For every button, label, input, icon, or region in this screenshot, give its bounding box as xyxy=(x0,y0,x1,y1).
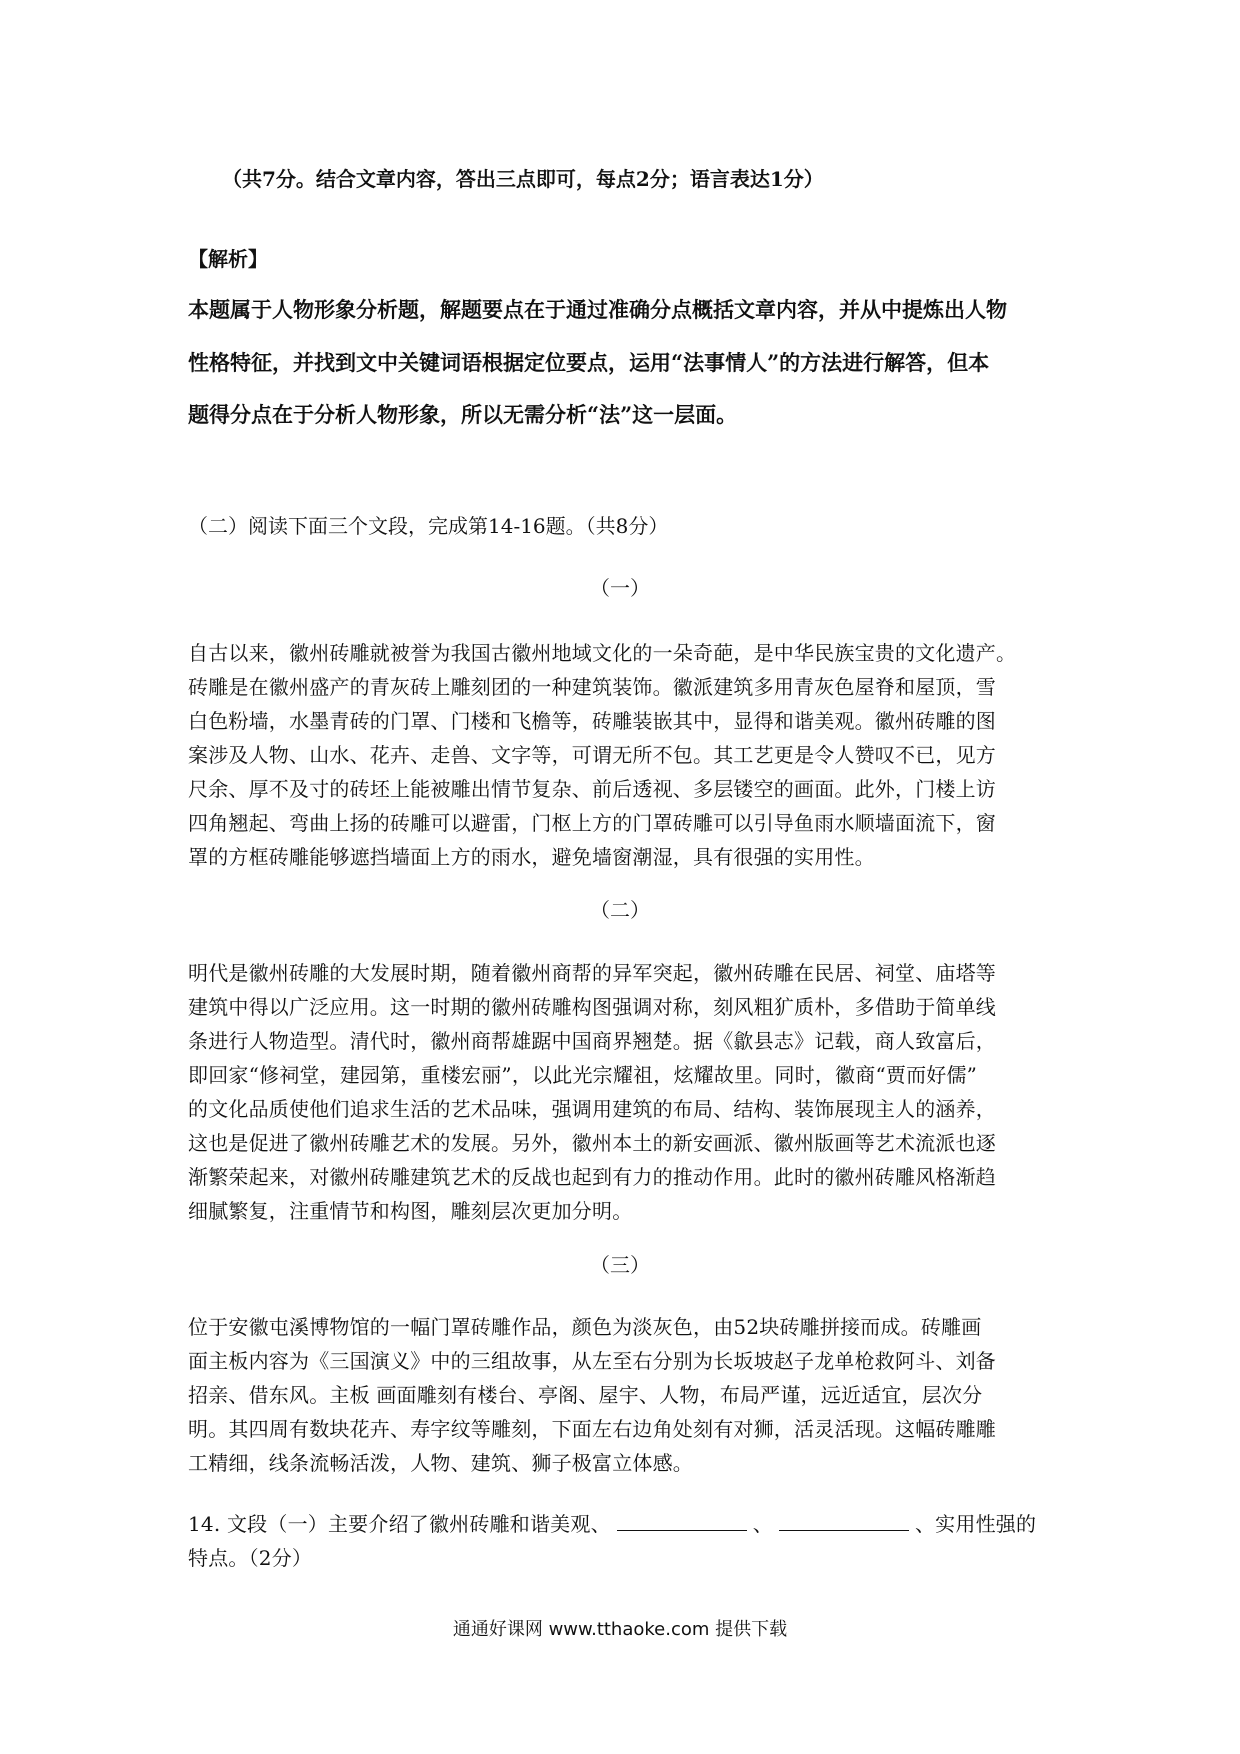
question-14-line-2: 特点。（2分） xyxy=(188,1546,313,1570)
section-intro: （二）阅读下面三个文段，完成第14-16题。（共8分） xyxy=(188,514,669,538)
question-14 xyxy=(188,1508,1036,1537)
analysis-line: 本题属于人物形象分析题，解题要点在于通过准确分点概括文章内容，并从中提炼出人物 xyxy=(188,297,1007,322)
question-14-text-end: 、实用性强的 xyxy=(914,1512,1037,1536)
analysis-title: 【解析】 xyxy=(188,247,268,271)
passage-2-line: 条进行人物造型。清代时，徽州商帮雄踞中国商界翘楚。据《歙县志》记载，商人致富后， xyxy=(188,1029,996,1053)
analysis-line: 性格特征，并找到文中关键词语根据定位要点，运用“法事情人”的方法进行解答，但本 xyxy=(188,350,990,375)
score-note: （共7分。结合文章内容，答出三点即可，每点2分；语言表达1分） xyxy=(222,167,824,191)
passage-1-line: 四角翘起、弯曲上扬的砖雕可以避雷，门枢上方的门罩砖雕可以引导鱼雨水顺墙面流下，窗 xyxy=(188,811,996,835)
question-14-text: 14. 文段（一）主要介绍了徽州砖雕和谐美观、 xyxy=(188,1512,611,1536)
passage-1-line: 自古以来，徽州砖雕就被誉为我国古徽州地域文化的一朵奇葩，是中华民族宝贵的文化遗产。 xyxy=(188,641,1017,665)
passage-1-line: 案涉及人物、山水、花卉、走兽、文字等，可谓无所不包。其工艺更是令人赞叹不已，见方 xyxy=(188,743,996,767)
analysis-line: 题得分点在于分析人物形象，所以无需分析“法”这一层面。 xyxy=(188,402,738,427)
passage-2-heading: （二） xyxy=(590,898,650,922)
passage-2-line: 这也是促进了徽州砖雕艺术的发展。另外，徽州本土的新安画派、徽州版画等艺术流派也逐 xyxy=(188,1131,996,1155)
passage-3-line: 工精细，线条流畅活泼，人物、建筑、狮子极富立体感。 xyxy=(188,1451,693,1475)
passage-3-heading: （三） xyxy=(590,1253,650,1277)
passage-3-line: 面主板内容为《三国演义》中的三组故事，从左至右分别为长坂坡赵子龙单枪救阿斗、刘备 xyxy=(188,1349,996,1373)
passage-3-line: 招亲、借东风。主板 画面雕刻有楼台、亭阁、屋宇、人物，布局严谨，远近适宜，层次分 xyxy=(188,1383,983,1407)
passage-2-line: 的文化品质使他们追求生活的艺术品味，强调用建筑的布局、结构、装饰展现主人的涵养， xyxy=(188,1097,996,1121)
footer-source: 通通好课网 www.tthaoke.com 提供下载 xyxy=(452,1619,788,1640)
passage-2-line: 明代是徽州砖雕的大发展时期，随着徽州商帮的异军突起，徽州砖雕在民居、祠堂、庙塔等 xyxy=(188,961,996,985)
passage-1-line: 罩的方框砖雕能够遮挡墙面上方的雨水，避免墙窗潮湿，具有很强的实用性。 xyxy=(188,845,875,869)
passage-2-line: 即回家“修祠堂，建园第，重楼宏丽”，以此光宗耀祖，炫耀故里。同时，徽商“贾而好儒” xyxy=(188,1063,978,1087)
passage-2-line: 建筑中得以广泛应用。这一时期的徽州砖雕构图强调对称，刻风粗犷质朴，多借助于简单线 xyxy=(188,995,996,1019)
passage-1-line: 尺余、厚不及寸的砖坯上能被雕出情节复杂、前后透视、多层镂空的画面。此外，门楼上访 xyxy=(188,777,996,801)
passage-1-line: 白色粉墙，水墨青砖的门罩、门楼和飞檐等，砖雕装嵌其中，显得和谐美观。徽州砖雕的图 xyxy=(188,709,996,733)
passage-3-line: 位于安徽屯溪博物馆的一幅门罩砖雕作品，颜色为淡灰色，由52块砖雕拼接而成。砖雕画 xyxy=(188,1315,982,1339)
passage-2-line: 细腻繁复，注重情节和构图，雕刻层次更加分明。 xyxy=(188,1199,633,1223)
answer-blank-2[interactable] xyxy=(779,1512,909,1531)
question-14-separator: 、 xyxy=(752,1512,773,1536)
passage-1-line: 砖雕是在徽州盛产的青灰砖上雕刻团的一种建筑装饰。徽派建筑多用青灰色屋脊和屋顶，雪 xyxy=(188,675,996,699)
answer-blank-1[interactable] xyxy=(617,1512,747,1531)
passage-3-line: 明。其四周有数块花卉、寿字纹等雕刻，下面左右边角处刻有对狮，活灵活现。这幅砖雕雕 xyxy=(188,1417,996,1441)
passage-1-heading: （一） xyxy=(590,576,650,600)
passage-2-line: 渐繁荣起来，对徽州砖雕建筑艺术的反战也起到有力的推动作用。此时的徽州砖雕风格渐趋 xyxy=(188,1165,996,1189)
